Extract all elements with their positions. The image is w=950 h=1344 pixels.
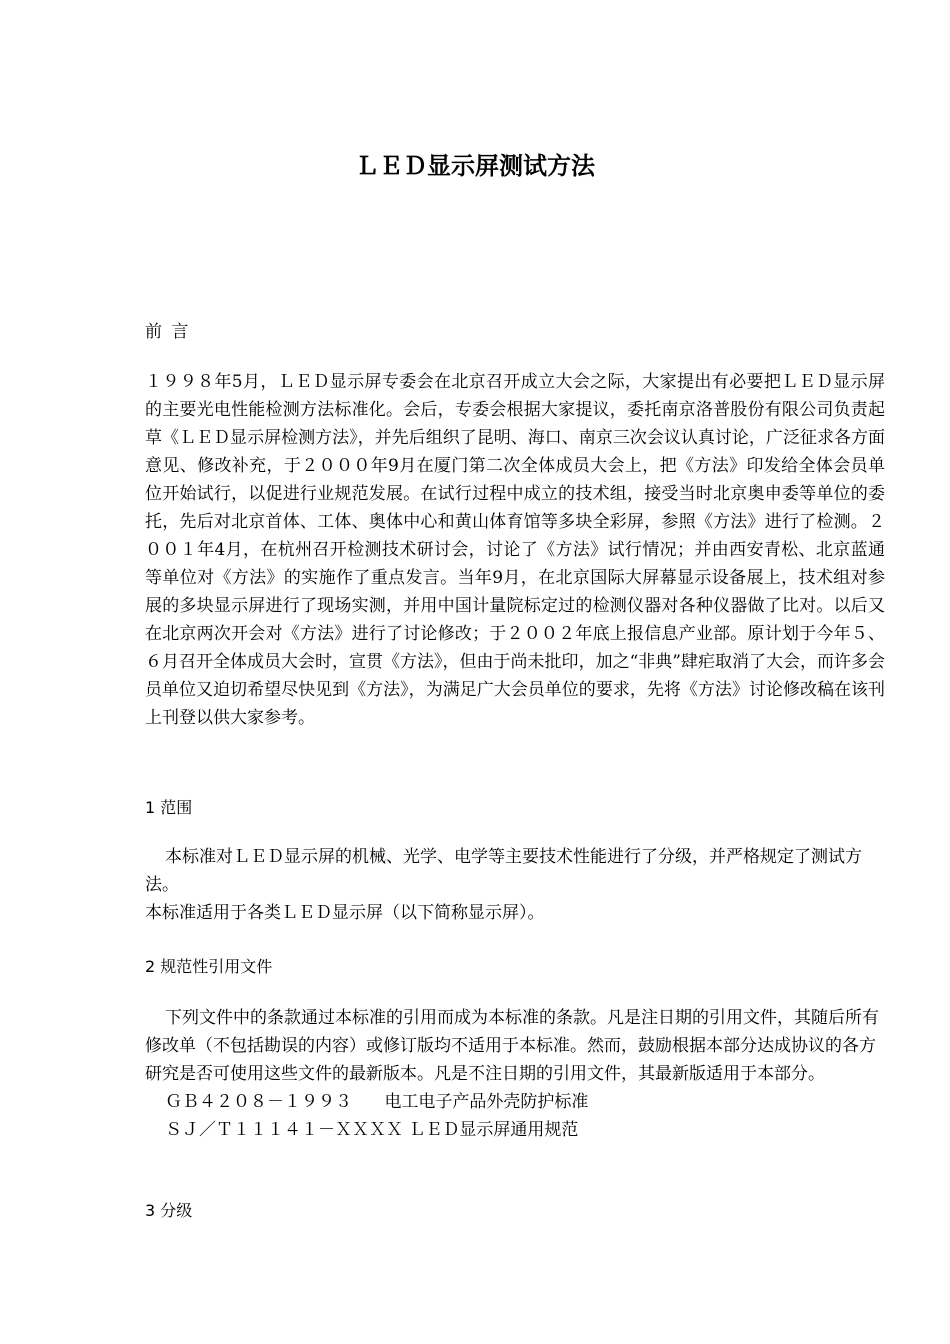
- section-2-heading: 2 规范性引用文件: [145, 957, 273, 976]
- section-1-body: [145, 843, 885, 927]
- section-1-paragraph-2: 本标准适用于各类ＬＥＤ显示屏（以下简称显示屏）。: [145, 903, 545, 923]
- reference-code: ＳＪ／Ｔ１１１４１－ＸＸＸＸ: [165, 1120, 403, 1140]
- reference-code: ＧＢ４２０８－１９９３: [165, 1092, 352, 1112]
- section-1-heading: 1 范围: [145, 798, 193, 817]
- foreword-heading: 前 言: [145, 322, 191, 342]
- document-title: ＬＥＤ显示屏测试方法: [355, 151, 595, 180]
- reference-title: 电工电子产品外壳防护标准: [384, 1092, 589, 1112]
- reference-item: [145, 1116, 885, 1144]
- section-2-body: [145, 1004, 885, 1144]
- reference-title: ＬＥＤ显示屏通用规范: [408, 1120, 579, 1140]
- reference-item: [145, 1088, 885, 1116]
- foreword-paragraph: １９９８年5月，ＬＥＤ显示屏专委会在北京召开成立大会之际，大家提出有必要把ＬＥＤ显示屏的主要光电性能检测方法标准化。会后，专委会根据大家提议，委托南京洛普股份有限公司负责起草《ＬＥＤ显示屏检测方法》，并先后组织了昆明、海口、南京三次会议认真讨论，广泛征求各方面意见、修改补充，于２０００年9月在厦门第二次全体成员大会上，把《方法》印发给全体会员单位开始试行，以促进行业规范发展。在试行过程中成立的技术组，接受当时北京奥申委等单位的委托，先后对北京首体、工体、奥体中心和黄山体育馆等多块全彩屏，参照《方法》进行了检测。２００１年4月，在杭州召开检测技术研讨会，讨论了《方法》试行情况；并由西安青松、北京蓝通等单位对《方法》的实施作了重点发言。当年9月，在北京国际大屏幕显示设备展上，技术组对参展的多块显示屏进行了现场实测，并用中国计量院标定过的检测仪器对各种仪器做了比对。以后又在北京两次开会对《方法》进行了讨论修改；于２００２年底上报信息产业部。原计划于今年５、６月召开全体成员大会时，宣贯《方法》，但由于尚未批印，加之“非典”肆疟取消了大会，而许多会员单位又迫切希望尽快见到《方法》，为满足广大会员单位的要求，先将《方法》讨论修改稿在该刊上刊登以供大家参考。: [145, 372, 885, 728]
- section-1-paragraph-1: 本标准对ＬＥＤ显示屏的机械、光学、电学等主要技术性能进行了分级，并严格规定了测试方法。: [145, 847, 862, 895]
- section-2-paragraph-1: 下列文件中的条款通过本标准的引用而成为本标准的条款。凡是注日期的引用文件，其随后所有修改单（不包括勘误的内容）或修订版均不适用于本标准。然而，鼓励根据本部分达成协议的各方研究是否可使用这些文件的最新版本。凡是不注日期的引用文件，其最新版适用于本部分。: [145, 1008, 879, 1084]
- section-3-heading: 3 分级: [145, 1201, 193, 1220]
